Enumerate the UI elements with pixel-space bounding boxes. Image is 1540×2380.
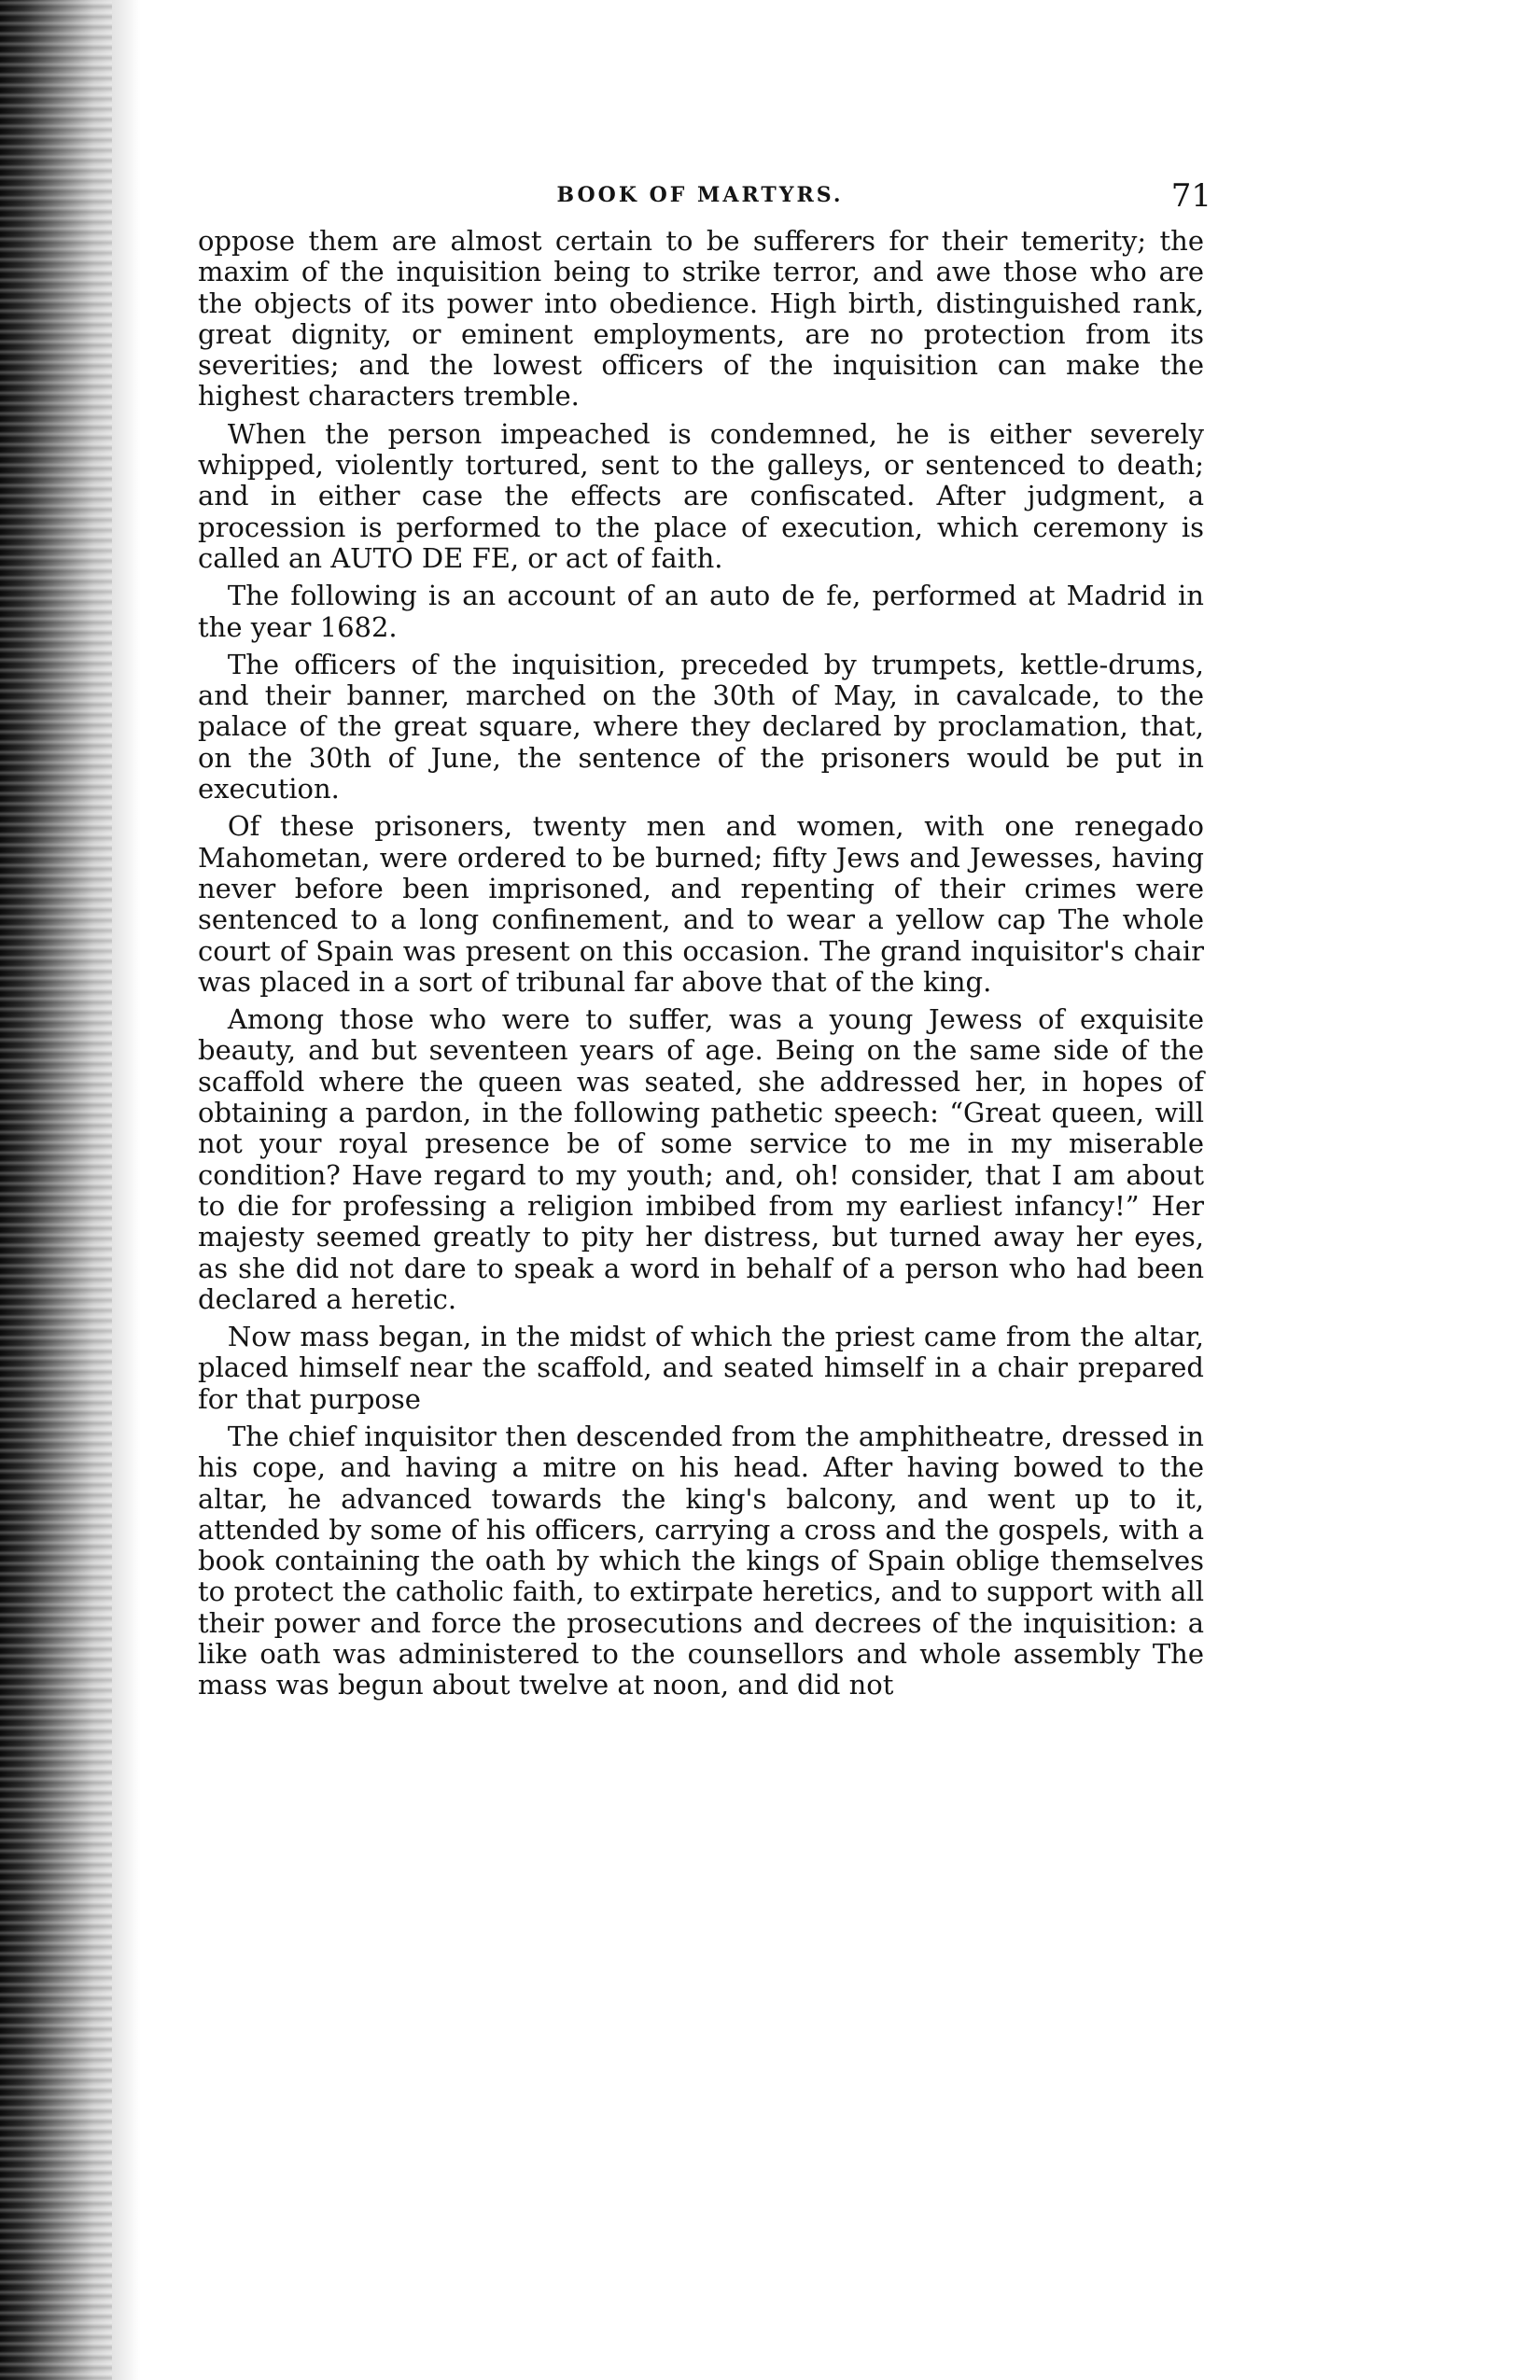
paragraph-auto-de-fe-intro: The following is an account of an auto de fe, performed at Madrid in the year 1682. — [198, 580, 1204, 643]
paragraph-mass-began: Now mass began, in the midst of which the priest came from the altar, placed himself near the scaffold, and seated himself in a chair prepared for that purpose — [198, 1321, 1204, 1415]
running-head — [196, 177, 1211, 224]
page-edge-shading — [0, 0, 112, 2380]
page-number: 71 — [1170, 177, 1211, 215]
paragraph-condemnation: When the person impeached is condemned, he is either severely whipped, violently tortured, sent to the galleys, or sentenced to death; and in either case the effects are confiscated. After judgment, a procession is performed to the place of execution, which ceremony is called an AUTO DE FE, or act of faith. — [198, 417, 1204, 574]
paragraph-young-jewess: Among those who were to suffer, was a young Jewess of exquisite beauty, and but seventeen years of age. Being on the same side of the scaffold where the queen was seated, she addressed her, in hopes of obtaining a pardon, in the following pathetic speech: “Great queen, will not your royal presence be of some service to me in my miserable condition? Have regard to my youth; and, oh! consider, that I am about to die for professing a religion imbibed from my earliest infancy!” Her majesty seemed greatly to pity her distress, but turned away her eyes, as she did not dare to speak a word in behalf of a person who had been declared a heretic. — [198, 1003, 1204, 1315]
paragraph-officers-procession: The officers of the inquisition, preceded by trumpets, kettle-drums, and their banner, marched on the 30th of May, in cavalcade, to the palace of the great square, where they declared by proclamation, that, on the 30th of June, the sentence of the prisoners would be put in execution. — [198, 648, 1204, 805]
paragraph-inquisition-terror: oppose them are almost certain to be sufferers for their temerity; the maxim of the inquisition being to strike terror, and awe those who are the objects of its power into obedience. High birth, distinguished rank, great dignity, or eminent employments, are no protection from its severities; and the lowest officers of the inquisition can make the highest characters tremble. — [198, 225, 1204, 413]
running-title: BOOK OF MARTYRS. — [556, 183, 844, 207]
paragraph-prisoners: Of these prisoners, twenty men and women, with one renegado Mahometan, were ordered to be burned; fifty Jews and Jewesses, having never before been imprisoned, and repenting of their crimes were sentenced to a long confinement, and to wear a yellow cap The whole court of Spain was present on this occasion. The grand inquisitor's chair was placed in a sort of tribunal far above that of the king. — [198, 810, 1204, 998]
paragraph-chief-inquisitor: The chief inquisitor then descended from the amphitheatre, dressed in his cope, and having a mitre on his head. After having bowed to the altar, he advanced towards the king's balcony, and went up to it, attended by some of his officers, carrying a cross and the gospels, with a book containing the oath by which the kings of Spain oblige themselves to protect the catholic faith, to extirpate heretics, and to support with all their power and force the prosecutions and decrees of the inquisition: a like oath was administered to the counsellors and whole assembly The mass was begun about twelve at noon, and did not — [198, 1420, 1204, 1701]
body-text — [198, 226, 1204, 1701]
